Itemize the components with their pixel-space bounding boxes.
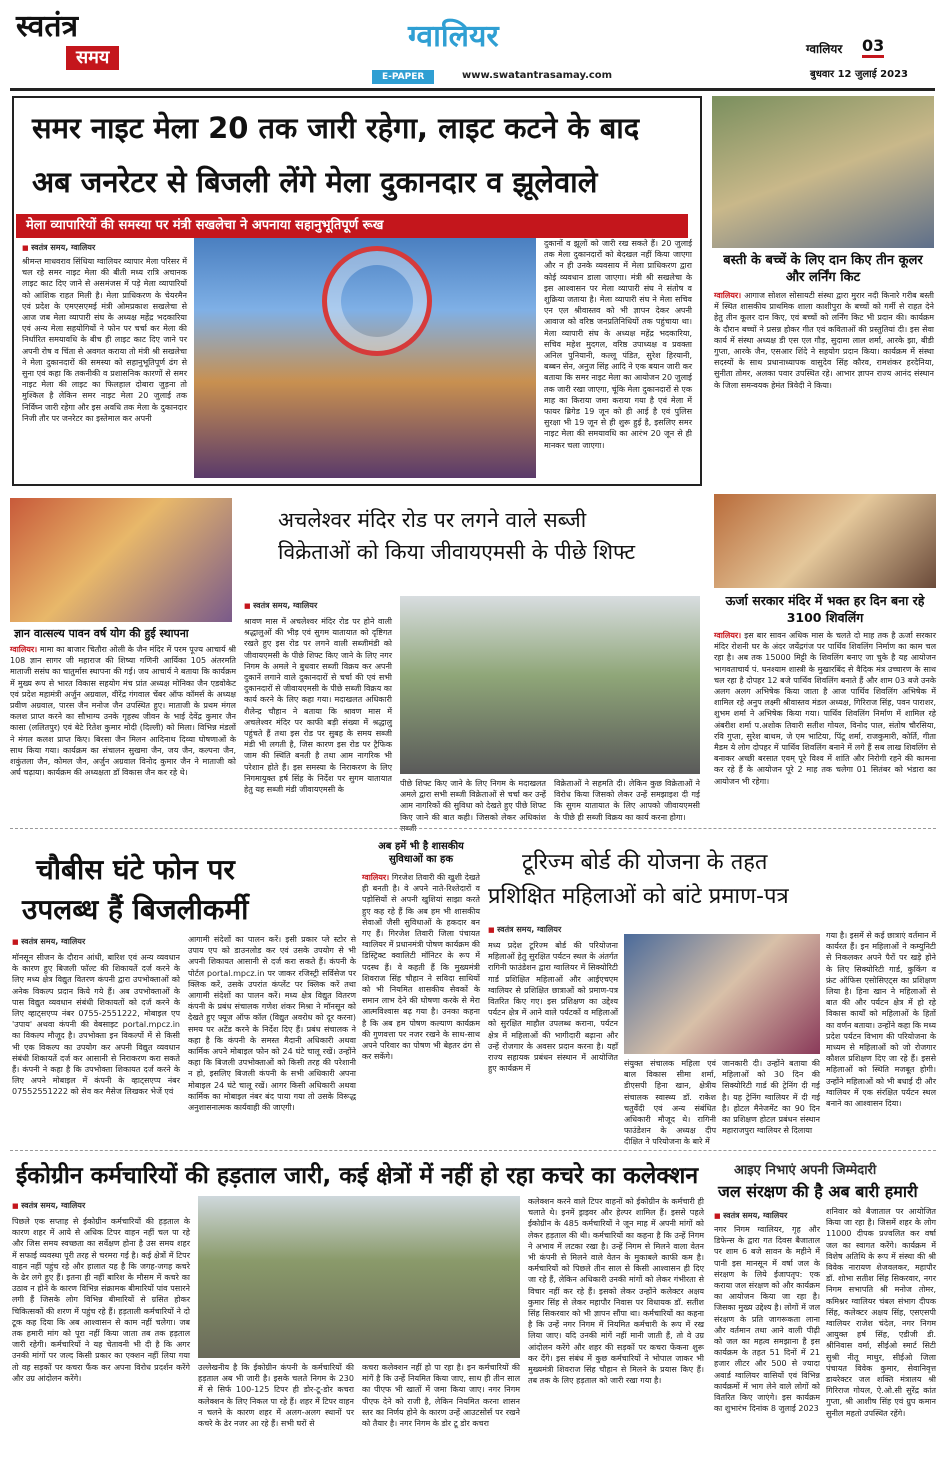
eco-col3: कचरा कलेक्शन नहीं हो पा रहा है। इन कर्मचारियों की मांगें है कि उन्हें नियमित किया जाए, साथ ही तीन साल का पीएफ भी खातों में जमा किया जाए। नगर निगम पीएफ देने को राजी है, लेकिन नियमित करना शासन स्तर का निर्णय होने के कारण उन्हें आउटसोर्स पर रखने को तैयार है। नगर निगम के डोर टू डोर कचरा	[362, 1363, 520, 1429]
jal-col1: नगर निगम ग्वालियर, गृह और डिफेन्स के द्वारा गत दिवस बैजाताल पर शाम 6 बजे सावन के महीने में पानी इस मानसून में वर्षा जल के संरक्षण के लिये ईजापतृप: एक कराया जल संरक्षण को और कार्यक्रम का आयोजन किया जा रहा है। जिसका मुख्य उद्देश्य है। लोगों में जल संरक्षण के प्रति जागरूकता लाना और वर्तमान तथा आने वाली पीढ़ी को जल का महत्व समझाना है इस कार्यक्रम के तहत 51 दिनों में 21 हजार लीटर और 500 से ज्यादा अवार्ड ग्वालियर वासियों एवं विभिन्न कार्यक्रमों में भाग लेने वाले लोगों को वितरित किए जाएंगे। इस कार्यक्रम का शुभारंभ दिनांक 8 जुलाई 2023	[714, 1225, 820, 1414]
bijli-col2: आगामी संदेशों का पालन करें। इसी प्रकार प्ले स्टोर से उपाय एप को डाउनलोड कर एवं उसके उपयोग से भी अपनी शिकायत आसानी से दर्ज करा सकते हैं। कंपनी के पोर्टल portal.mpcz.in पर जाकर रजिस्ट्री सर्विसेज पर क्लिक करें, उसके उपरांत कंप्लेंट पर क्लिक करें तथा आगामी संदेशों का पालन करें। मध्य क्षेत्र विद्युत वितरण कंपनी के प्रबंध संचालक गणेश शंकर मिश्रा ने मॉनसून को देखते हुए फ्यूज ऑफ कॉल (विद्युत अवरोध को दूर करना) समय पर अटेंड करने के निर्देश दिए हैं। प्रबंध संचालक ने कहा है कि कंपनी के समस्त मैदानी अधिकारी अथवा कार्मिक अपने मोबाइल फोन को 24 घंटे चालू रखें। उन्होंने कहा कि बिजली उपभोक्ताओं को किसी तरह की परेशानी न हो, इसलिए बिजली कंपनी के सभी अधिकारी अपना मोबाइल 24 घंटे चालू रखें। आगर किसी अधिकारी अथवा कार्मिक का मोबाइल नंबर बंद पाया गया तो उसके विरूद्ध अनुशासनात्मक कार्यवाही की जाएगी।	[188, 935, 356, 1113]
ferris-wheel-icon	[322, 246, 432, 356]
poshan-body: गिरजेश तिवारी की खुशी देखते ही बनती है। वे अपने नाते-रिश्तेदारों व पड़ोसियों से अपनी खुशियां साझा करते हुए कह रहे हैं कि अब हम भी शासकीय सेवाओं जैसी सुविधाओं के हकदार बन गए हैं। गिरजेश तिवारी जिला पंचायत ग्वालियर में प्रधानमंत्री पोषण कार्यक्रम की डिस्ट्रिक्ट क्वालिटी मॉनिटर के रूप में पदस्थ हैं। वे कहती हैं कि मुख्यमंत्री शिवराज सिंह चौहान ने सविदा साथियों को भी नियमित शासकीय सेवकों के समान लाभ देने की घोषणा करके से मेरा आत्मविश्वास बढ़ गया है। उनका कहना है कि अब हम पोषण कल्याण कार्यक्रम की गुणवत्ता पर नजर रखने के साथ-साथ अपने परिवार का पोषण भी बेहतर ढंग से कर सकेंगे।	[362, 873, 480, 1062]
issue-date: बुधवार 12 जुलाई 2023	[810, 69, 908, 80]
bijli-headline-2: उपलब्ध हैं बिजलीकर्मी	[22, 893, 249, 926]
gyan-photo	[10, 498, 232, 622]
gyan-body: मामा का बाजार चितौरा ओली के जैन मंदिर में परम पूज्य आचार्य श्री 108 ज्ञान सागर जी महाराज की शिष्या गणिनी आर्यिका 105 अंतरमति माताजी ससंघ का चातुर्मास स्थापना की गई। जय आचार्य ने बताया कि कार्यक्रम में मुख्य रूप से भारत विकास सहयोग मंच प्रांत अध्यक्ष मोनिका जैन एडवोकेट एवं प्रदेश महामंत्री अर्जुन अग्रवाल, वीरेंद्र गंगवाल चेंबर ऑफ कॉमर्स के अध्यक्ष प्रवीण अग्रवाल, पारस जैन मनोज जैन उपस्थित हुए। माताजी के प्रथम मंगल कलश प्राप्त करने का सौभाग्य उनके गृहस्थ जीवन के भाई देवेंद्र कुमार जैन कासा (ललितपुर) एवं बेटे रितेश कुमार मोदी (दिल्ली) को मिला। विभिन्न मंडलों ने मंगल कलश प्राप्त किए। बिरसा जैन मिलन आदिनाथ दिव्या घोषणाओं के साथ किया गया। कार्यक्रम का संचालन सुखमा जैन, जय जैन, कल्पना जैन, शकुंतला जैन, कोमल जैन, अर्जुन अग्रवाल विनोद कुमार जैन ने माताजी को अर्घ चढ़ाया। कार्यक्रम की अध्यक्षता डॉ विकास जैन कर रहे थे।	[10, 645, 237, 778]
bijli-byline: ■ स्वतंत्र समय, ग्वालियर	[12, 936, 85, 947]
lead-col1: श्रीमन्त माधवराव सिंधिया ग्वालियर व्यापार मेला परिसर में चल रहे समर नाइट मेला की बीती मध्य रात्रि अचानक लाइट काट दिए जाने से असमंजस में पड़े मेला व्यापारियों को आंशिक राहत मिली है। मेला प्राधिकरण के चेयरमैन एवं प्रदेश के एमएसएमई मंत्री ओमप्रकाश सखलेचा से आज जब मेला व्यापारी संघ के अध्यक्ष महेंद्र भदकारिया एवं अन्य मेला सहयोगियों ने फोन पर चर्चा कर मेला की निर्धारित समयावधि के बीच ही लाइट काट दिए जाने पर अपनी रोष व चिंता से अवगत कराया तो मंत्री श्री सखलेचा ने मेला दुकानदारों की समस्या को सहानुभूतिपूर्ण ढंग से सुना एवं कहा कि तकनीकी व प्रशासनिक कारणों से समर नाइट मेला की लाइट का फिलहाल दोबारा जुड़ना तो मुश्किल है लेकिन समर नाइट मेला 20 जुलाई तक निर्विघ्न जारी रहेगा और इस अवधि तक मेला के दुकानदार निजी तौर पर जनरेटर का इस्तेमाल कर अपनी	[22, 257, 187, 423]
lead-headline-1: समर नाइट मेला 20 तक जारी रहेगा, लाइट कटने के बाद	[32, 111, 640, 145]
tourism-byline: ■ स्वतंत्र समय, ग्वालियर	[488, 924, 561, 935]
lead-byline: ■ स्वतंत्र समय, ग्वालियर	[22, 242, 95, 253]
jal-kicker: आइए निभाएं अपनी जिम्मेदारी	[734, 1163, 877, 1178]
logo-top: स्वतंत्र	[16, 9, 79, 44]
section-divider	[10, 828, 936, 829]
bijli-headline-1: चौबीस घंटे फोन पर	[36, 853, 235, 886]
achal-byline: ■ स्वतंत्र समय, ग्वालियर	[244, 600, 317, 611]
coolers-text: ग्वालियर। आगाज सोशल सोसायटी संस्था द्वारा मुरार नदी किनारे गरीब बस्ती में स्थित शासकीय प्राथमिक शाला काशीपुरा के बच्चों को गर्मी से राहत देने हेतु तीन कूलर दान किए, एवं बच्चों को लर्निंग किट भी प्रदान की। कार्यक्रम के दौरान बच्चों ने प्रसन्न होकर गीत एवं कविताओं की प्रस्तुतियां दी। इस सेवा कार्य में संस्था अध्यक्ष डी एस एल गौड़, सुदामा लाल शर्मा, आरके झा, बीडी गुप्ता, आरके जैन, एसआर शिंदे ने सहयोग प्रदान किया। कार्यक्रम में संस्था सदस्यों के साथ प्रधानाध्यापक वासुदेव सिंह कौरव, रामशंकर हरदेनिया, सुनीता तोमर, अलका पवार उपस्थित रहे। आभार ज्ञापन राज्य आनंद संस्थान के जिला समन्वयक हेमंत त्रिवेदी ने किया।	[714, 291, 934, 390]
urja-body: इस बार सावन अधिक मास के चलते दो माह तक है ऊर्जा सरकार मंदिर रोशनी घर के अंदर जयेंद्रगंज पर पार्थिव शिवलिंग निर्माण का काम चल रहा है। अब तक 15000 मिट्टी के शिवलिंग बनाए जा चुके है यह आयोजन भागवताचार्य पं. घनश्याम शास्त्री के मुखारबिंद से वैदिक मंत्र उच्चारण के साथ चल रहा है दोपहर 12 बजे पार्थिव शिवलिंग बनाते हैं और शाम 03 बजे उनके अलग अलग अभिषेक किया जाता है आज पार्थिव शिवलिंग अभिषेक में शामिल रहे अनुप लक्ष्मी श्रीवास्तव मंडल अध्यक्ष, गिरिराज सिंह, पवन पाराशर, शुभम शर्मा ने अभिषेक किया गया। पार्थिव शिवलिंग निर्माण में शामिल रहे अंबरीश शर्मा प.अशोक तिवारी सतीश गोयल, विनोद पाल, संतोष चौरसिया, रवि गुप्ता, सुरेश बाथम, जे एम भाटिया, पिंटू शर्मा, राजकुमारी, कोर्ति, गीता मैडम ये लोग दोपहर में पार्थिव शिवलिंग बनाने में लगे हैं सब लाख शिवलिंग से बनाकर अच्छी बरसात एवम् पूरे विश्व में शांति और निरोगी रहने की कामना कर रहे हैं के आयोजन पूरे 2 माह तक चलेगा 01 सितंबर को भंडारा का आयोजन भी रहेगा।	[714, 631, 936, 786]
achal-headline-2: विक्रेताओं को किया जीवायएमसी के पीछे शिफ्ट	[278, 540, 636, 564]
urja-text: ग्वालियर। इस बार सावन अधिक मास के चलते दो माह तक है ऊर्जा सरकार मंदिर रोशनी घर के अंदर जयेंद्रगंज पर पार्थिव शिवलिंग निर्माण का काम चल रहा है। अब तक 15000 मिट्टी के शिवलिंग बनाए जा चुके है यह आयोजन भागवताचार्य पं. घनश्याम शास्त्री के मुखारबिंद से वैदिक मंत्र उच्चारण के साथ चल रहा है दोपहर 12 बजे पार्थिव शिवलिंग बनाते हैं और शाम 03 बजे उनके अलग अलग अभिषेक किया जाता है आज पार्थिव शिवलिंग अभिषेक में शामिल रहे अनुप लक्ष्मी श्रीवास्तव मंडल अध्यक्ष, गिरिराज सिंह, पवन पाराशर, शुभम शर्मा ने अभिषेक किया गया। पार्थिव शिवलिंग निर्माण में शामिल रहे अंबरीश शर्मा प.अशोक तिवारी सतीश गोयल, विनोद पाल, संतोष चौरसिया, रवि गुप्ता, सुरेश बाथम, जे एम भाटिया, पिंटू शर्मा, राजकुमारी, कोर्ति, गीता मैडम ये लोग दोपहर में पार्थिव शिवलिंग बनाने में लगे हैं सब लाख शिवलिंग से बनाकर अच्छी बरसात एवम् पूरे विश्व में शांति और निरोगी रहने की कामना कर रहे हैं के आयोजन पूरे 2 माह तक चलेगा 01 सितंबर को भंडारा का आयोजन भी रहेगा।	[714, 631, 936, 786]
lead-subhead: मेला व्यापारियों की समस्या पर मंत्री सखलेचा ने अपनाया सहानुभूतिपूर्ण रूख	[16, 214, 688, 238]
tourism-col3: जानकारी दी। उन्होंने बताया की महिलाओं को 30 दिन की सिक्योरिटी गार्ड की ट्रेनिंग दी गई है। यह ट्रेनिंग ग्वालियर में दी गई है। होटल मैनेजमेंट का 90 दिन का प्रशिक्षण होटल प्रबंधन संस्थान महाराजपुरा ग्वालियर से दिलाया	[722, 1059, 820, 1136]
section-divider-2	[10, 1150, 936, 1151]
logo	[16, 10, 134, 82]
fair-photo	[194, 238, 536, 478]
coolers-headline: बस्ती के बच्चें के लिए दान किए तीन कूलर और लर्निंग किट	[723, 253, 923, 285]
coolers-photo	[712, 96, 934, 248]
achal-col1: श्रावण मास में अचलेश्वर मंदिर रोड पर होने वाली श्रद्धालुओं की भीड़ एवं सुगम यातायात को दृष्टिगत रखते हुए इस रोड पर लगने वाली सब्जीमंडी को जीवायएमसी के पीछे शिफ्ट किए जाने के लिए नगर निगम के अमले ने बुधवार सब्जी विक्रय कर अपनी दुकानें लगाने वाले दुकानदारों से चर्चा की एवं सभी दुकानदारों से जीवायएमसी के पीछे सब्जी विक्रय का कार्य करने के लिए कहा गया। मदाखलत अधिकारी शैलेन्द्र चौहान ने बताया कि श्रावण मास में अचलेश्वर मंदिर पर काफी बड़ी संख्या में श्रद्धालु पहुंचते हैं तथा इस रोड पर सुबह के समय सब्जी मंडी भी लगती है, जिस कारण इस रोड पर ट्रैफिक जाम की स्थिति बनती है तथा आम नागरिक भी परेशान होते हैं। इस समस्या के निराकरण के लिए निगमायुक्त हर्ष सिंह के निर्देश पर सुगम यातायात हेतु यह सब्जी मंडी जीवायएमसी के	[244, 617, 392, 795]
garbage-photo	[198, 1196, 520, 1358]
certificate-photo	[624, 934, 820, 1054]
eco-col4: कलेक्शन करने वाले टिपर वाहनों को ईकोग्रीन के कर्मचारी ही चलाते थे। इनमें ड्राइवर और हेल्पर शामिल हैं। इससे पहले ईकोग्रीन के 485 कर्मचारियों ने जून माह में अपनी मांगों को लेकर हड़ताल की थी। कर्मचारियों का कहना है कि उन्हें निगम ने अभाव में लटका रखा है। उन्हें निगम से मिलने वाला वेतन भी कंपनी से मिलने वाले वेतन के मुकाबले काफी कम है। कर्मचारियों को पिछले तीन साल से किसी आश्वासन ही दिए जा रहे हैं, लेकिन अधिकारी उनकी मांगों को लेकर गंभीरता से विचार नहीं कर रहे हैं। इसको लेकर उन्होंने कलेक्टर अक्षय कुमार सिंह से लेकर महापौर निवास पर विधायक डॉ. सतीश सिंह सिकरवार को भी ज्ञापन सौंपा था। कर्मचारियों का कहना है कि उन्हें नगर निगम में नियमित कर्मचारी के रूप में रख लिया जाए। यदि उनकी मांगें नहीं मानी जाती हैं, तो वे उग्र आंदोलन करेंगे और शहर की सड़कों पर कचरा फेंकना शुरू कर देंगे। इस संबंध में कुछ कर्मचारियों ने भोपाल जाकर भी मुख्यमंत्री शिवराज सिंह चौहान से मिलने के प्रयास किए हैं। तब तक के लिए हड़ताल को जारी रखा गया है।	[528, 1197, 704, 1386]
achal-col3: विक्रेताओं ने सहमति दी। लेकिन कुछ विक्रेताओं ने विरोध किया जिसको लेकर उन्हें समझाइश दी गई कि सुगम यातायात के लिए आपको जीवायएमसी के पीछे ही सब्जी विक्रय का कार्य करना होगा।	[554, 779, 700, 822]
tourism-col2: संयुक्त संचालक महिला एवं बाल विकास सीमा शर्मा, डीएसपी हिना खान, क्षेत्रीय संचालक स्वास्थ्य डॉ. राकेश चतुर्वेदी एवं अन्य संबंधित अधिकारी मौजूद थे। रागिनी फाउंडेशन के अध्यक्ष दीप दीक्षित ने परियोजना के बारे में	[624, 1059, 716, 1147]
eco-headline: ईकोग्रीन कर्मचारियों की हड़ताल जारी, कई क्षेत्रों में नहीं हो रहा कचरे का कलेक्शन	[16, 1163, 699, 1189]
jal-headline: जल संरक्षण की है अब बारी हमारी	[718, 1182, 918, 1201]
tourism-col1: मध्य प्रदेश टूरिज्म बोर्ड की परियोजना महिलाओं हेतु सुरक्षित पर्यटन स्थल के अंतर्गत रागिनी फाउंडेशन द्वारा ग्वालियर में सिक्योरिटी गार्ड प्रशिक्षित महिलाओं और आईएचएम ग्वालियर से प्रशिक्षित छात्राओं को प्रमाण-पत्र वितरित किए गए। इस प्रशिक्षण का उद्देश्य पर्यटन क्षेत्र में आने वाले पर्यटकों व महिलाओं को सुरक्षित माहौल उपलब्ध कराना, पर्यटन क्षेत्र में महिलाओं की भागीदारी बढ़ाना और उन्हें रोजगार के अवसर प्रदान करना है। यहाँ राज्य सहायक प्रबंधन संस्थान में आयोजित हुए कार्यक्रम में	[488, 941, 618, 1074]
jal-byline: ■ स्वतंत्र समय, ग्वालियर	[714, 1210, 787, 1221]
vegetable-market-photo	[400, 596, 700, 774]
tourism-headline-1: टूरिज्म बोर्ड की योजना के तहत	[522, 850, 768, 875]
tourism-headline-2: प्रशिक्षित महिलाओं को बांटे प्रमाण-पत्र	[488, 884, 789, 909]
website-link[interactable]: www.swatantrasamay.com	[462, 70, 613, 81]
poshan-headline: अब हमें भी है शासकीय सुविधाओं का हक	[378, 841, 464, 865]
logo-bottom: समय	[66, 46, 119, 70]
coolers-body: आगाज सोशल सोसायटी संस्था द्वारा मुरार नदी किनारे गरीब बस्ती में स्थित शासकीय प्राथमिक शाला काशीपुरा के बच्चों को गर्मी से राहत देने हेतु तीन कूलर दान किए, एवं बच्चों को लर्निंग किट भी प्रदान की। कार्यक्रम के दौरान बच्चों ने प्रसन्न होकर गीत एवं कविताओं की प्रस्तुतियां दी। इस सेवा कार्य में संस्था अध्यक्ष डी एस एल गौड़, सुदामा लाल शर्मा, आरके झा, बीडी गुप्ता, आरके जैन, एसआर शिंदे ने सहयोग प्रदान किया। कार्यक्रम में संस्था सदस्यों के साथ प्रधानाध्यापक वासुदेव सिंह कौरव, रामशंकर हरदेनिया, सुनीता तोमर, अलका पवार उपस्थित रहे। आभार ज्ञापन राज्य आनंद संस्थान के जिला समन्वयक हेमंत त्रिवेदी ने किया।	[714, 291, 934, 390]
urja-headline: ऊर्जा सरकार मंदिर में भक्त हर दिन बना रहे 3100 शिवलिंग	[725, 593, 925, 625]
achal-headline-1: अचलेश्वर मंदिर रोड पर लगने वाले सब्जी	[278, 508, 587, 532]
gyan-headline: ज्ञान वात्सल्य पावन वर्ष योग की हुई स्थापना	[14, 627, 189, 640]
edition-city: ग्वालियर	[408, 19, 499, 54]
tourism-col4: गया है। इसमें से कई छात्राएं वर्तमान में कार्यरत हैं। इन महिलाओं ने कम्युनिटी से निकलकर अपने पैरों पर खड़े होने के लिए सिक्योरिटी गार्ड, कुकिंग व फ्रंट ऑफिस एसोसिएट्स का प्रशिक्षण लिया है। हिना खान ने महिलाओं से बात की और पर्यटन क्षेत्र में हो रहे विकास कार्यों को महिलाओं के हितों का वर्णन बताया। उन्होंने कहा कि मध्य प्रदेश पर्यटन विभाग की परियोजना के माध्यम से महिलाओं को जो रोजगार कौशल प्रशिक्षण दिए जा रहे हैं। इससे महिलाओं को स्थिति मजबूत होगी। उन्होंने महिलाओं को भी बधाई दी और ग्वालियर में एक संरक्षित पर्यटन स्थल बनाने का आश्वासन दिया।	[826, 931, 936, 1109]
achal-col2: पीछे शिफ्ट किए जाने के लिए निगम के मदाखलत अमले द्वारा सभी सब्जी विक्रेताओं से चर्चा कर उन्हें आम नागरिकों की सुविधा को देखते हुए पीछे शिफ्ट किए जाने की बात कही। जिसको लेकर अधिकांश सब्जी	[400, 779, 546, 833]
eco-byline: ■ स्वतंत्र समय, ग्वालियर	[12, 1200, 85, 1211]
eco-col1: पिछले एक सप्ताह से ईकोग्रीन कर्मचारियों की हड़ताल के कारण शहर में आये से अधिक टिपर वाहन नहीं चल पा रहे और जिस समय स्वच्छता का सर्वेक्षण होना है उस समय शहर में सफाई व्यवस्था पूरी तरह से चरमरा गई है। कई क्षेत्रों में टिपर वाहन नहीं पहुंच रहे और हालात यह है कि जगह-जगह कचरे के ढेर लगे हुए हैं। इतना ही नहीं बारिश के मौसम में कचरे का उठाव न होने के कारण विभिन्न संक्रामक बीमारियों पांव पसारने लगी हैं जिसके लोग विभिन्न बीमारियों से ग्रसित होकर चिकित्सकों की शरण में पहुंच रहे हैं। हड़ताली कर्मचारियों ने दो टूक कह दिया कि अब आश्वासन से काम नहीं चलेगा। जब तक हमारी मांग को पूरा नहीं किया जाता तब तक हड़ताल जारी रहेगी। कर्मचारियों ने यह चेतावनी भी दी है कि अगर उनकी मांगों पर जल्द किसी प्रकार का एक्शन नहीं लिया गया तो वह सड़कों पर कचरा फैंक कर अपना विरोध प्रदर्शन करेंगे और उग्र आंदोलन करेंगे।	[12, 1217, 190, 1383]
shivling-photo	[714, 494, 936, 588]
masthead-rule	[10, 88, 935, 91]
lead-story	[12, 96, 702, 486]
gyan-text: ग्वालियर। मामा का बाजार चितौरा ओली के जैन मंदिर में परम पूज्य आचार्य श्री 108 ज्ञान सागर जी महाराज की शिष्या गणिनी आर्यिका 105 अंतरमति माताजी ससंघ का चातुर्मास स्थापना की गई। जय आचार्य ने बताया कि कार्यक्रम में मुख्य रूप से भारत विकास सहयोग मंच प्रांत अध्यक्ष मोनिका जैन एडवोकेट एवं प्रदेश महामंत्री अर्जुन अग्रवाल, वीरेंद्र गंगवाल चेंबर ऑफ कॉमर्स के अध्यक्ष प्रवीण अग्रवाल, पारस जैन मनोज जैन उपस्थित हुए। माताजी के प्रथम मंगल कलश प्राप्त करने का सौभाग्य उनके गृहस्थ जीवन के भाई देवेंद्र कुमार जैन कासा (ललितपुर) एवं बेटे रितेश कुमार मोदी (दिल्ली) को मिला। विभिन्न मंडलों ने मंगल कलश प्राप्त किए। बिरसा जैन मिलन आदिनाथ दिव्या घोषणाओं के साथ किया गया। कार्यक्रम का संचालन सुखमा जैन, जय जैन, कल्पना जैन, शकुंतला जैन, कोमल जैन, अर्जुन अग्रवाल विनोद कुमार जैन ने माताजी को अर्घ चढ़ाया। कार्यक्रम की अध्यक्षता डॉ विकास जैन कर रहे थे।	[10, 645, 237, 778]
masthead	[0, 0, 945, 88]
bijli-col1: मॉनसून सीजन के दौरान आंधी, बारिश एवं अन्य व्यवधान के कारण हुए बिजली फॉल्ट की शिकायतें दर्ज करने के लिए मध्य क्षेत्र विद्युत वितरण कंपनी द्वारा उपभोक्ताओं को अनेक विकल्प प्रदान किये गये हैं। अब उपभोक्ताओं के पास विद्युत व्यवधान संबंधी शिकायतों को दर्ज करने के लिए व्हाट्सएप्प नंबर 0755-2551222, मोबाइल एप 'उपाय' अथवा कंपनी की वेबसाइट portal.mpcz.in का विकल्प मौजूद है। उपभोक्ता इन विकल्पों में से किसी भी एक विकल्प का उपयोग कर अपनी विद्युत व्यवधान संबंधी शिकायतें दर्ज कर आसानी से निराकरण करा सकते हैं। कंपनी ने कहा है कि उपभोक्ता शिकायत दर्ज करने के लिए अपने मोबाइल में कंपनी के व्हाट्सएप्प नंबर 07552551222 को सेव कर मैसेज लिखकर भेजें एवं	[12, 953, 180, 1097]
poshan-text: ग्वालियर। गिरजेश तिवारी की खुशी देखते ही बनती है। वे अपने नाते-रिश्तेदारों व पड़ोसियों से अपनी खुशियां साझा करते हुए कह रहे हैं कि अब हम भी शासकीय सेवाओं जैसी सुविधाओं के हकदार बन गए हैं। गिरजेश तिवारी जिला पंचायत ग्वालियर में प्रधानमंत्री पोषण कार्यक्रम की डिस्ट्रिक्ट क्वालिटी मॉनिटर के रूप में पदस्थ हैं। वे कहती हैं कि मुख्यमंत्री शिवराज सिंह चौहान ने सविदा साथियों को भी नियमित शासकीय सेवकों के समान लाभ देने की घोषणा करके से मेरा आत्मविश्वास बढ़ गया है। उनका कहना है कि अब हम पोषण कल्याण कार्यक्रम की गुणवत्ता पर नजर रखने के साथ-साथ अपने परिवार का पोषण भी बेहतर ढंग से कर सकेंगे।	[362, 873, 480, 1062]
page-number: 03	[862, 36, 884, 58]
lead-headline-2: अब जनरेटर से बिजली लेंगे मेला दुकानदार व झूलेवाले	[32, 165, 598, 199]
epaper-badge: E-PAPER	[372, 70, 434, 84]
jal-col2: शनिवार को बैजाताल पर आयोजित किया जा रहा है। जिसमें शहर के लोग 11000 दीपक प्रज्वलित कर वर्षा जल का स्वागत करेंगे। कार्यक्रम में विशेष अतिथि के रूप में संस्था की श्री विवेक नारायण शेजवलकर, महापौर डॉ. शोभा सतीश सिंह सिकरवार, नगर निगम सभापति श्री मनोज तोमर, कमिश्नर ग्वालियर चंबल संभाग दीपक सिंह, कलेक्टर अक्षय सिंह, एसएसपी ग्वालियर राजेश चंदेल, नगर निगम आयुक्त हर्ष सिंह, एडीजी डी. श्रीनिवास वर्मा, सीईओ स्मार्ट सिटी सुश्री नीतू माथुर, सीईओ जिला पंचायत विवेक कुमार, सेवानिवृत्त डायरेक्टर जल शक्ति मंत्रालय श्री गिरिराज गोयल, ऐ.ओ.सी सुरेंद्र कांत गुप्ता, श्री आशीष सिंह एवं ग्रुप कमान सुनील महतो उपस्थित रहेंगे।	[826, 1207, 936, 1418]
page-city: ग्वालियर	[806, 42, 843, 56]
achal-story	[242, 496, 706, 833]
lead-col2: दुकानों व झूलों को जारी रख सकते हैं। 20 जुलाई तक मेला दुकानदारों को बेदखल नहीं किया जाएगा और न ही उनके व्यवसाय में मेला प्राधिकरण द्वारा कोई व्यवधान डाला जाएगा। मंत्री श्री सखलेचा के इस आश्वासन पर मेला व्यापारी संघ ने संतोष व शुक्रिया जताया है। मेला व्यापारी संघ ने मेला सचिव एन एल श्रीवास्तव को भी ज्ञापन देकर अपनी आवाज को वरिष्ठ जनप्रतिनिधियों तक पहुंचाया था। मेला व्यापारी संघ के अध्यक्ष महेंद्र भदकारिया, सचिव महेश मुदगल, वरिष्ठ उपाध्यक्ष व प्रवक्ता अनिल पुनियानी, कल्लू पंडित, सुरेश हिरयानी, बब्बन सेन, अनुज सिंह आदि ने एक बयान जारी कर बताया कि समर नाइट मेला का आयोजन 20 जुलाई तक जारी रखा जाएगा, चूंकि मेला दुकानदारों से एक माह का किराया जमा कराया गया है एवं मेला में फायर ब्रिगेड 19 जून को ही आई है एवं पुलिस सुरक्षा भी 19 जून से ही शुरू हुई है, इसलिए समर नाइट मेला की समयावधि का आरंभ 20 जून से ही मानकर चला जाएगा।	[544, 239, 692, 450]
eco-col2: उल्लेखनीय है कि ईकोग्रीन कंपनी के कर्मचारियों की हड़ताल अब भी जारी है। इसके चलते निगम के 230 में से सिर्फ 100-125 टिपर ही डोर-टू-डोर कचरा कलेक्शन के लिए निकल पा रहे हैं। शहर में टिपर वाहन न चलने के कारण शहर में अलग-अलग स्थानों पर कचरे के ढेर नजर आ रहे हैं। सभी घरों से	[198, 1363, 354, 1429]
